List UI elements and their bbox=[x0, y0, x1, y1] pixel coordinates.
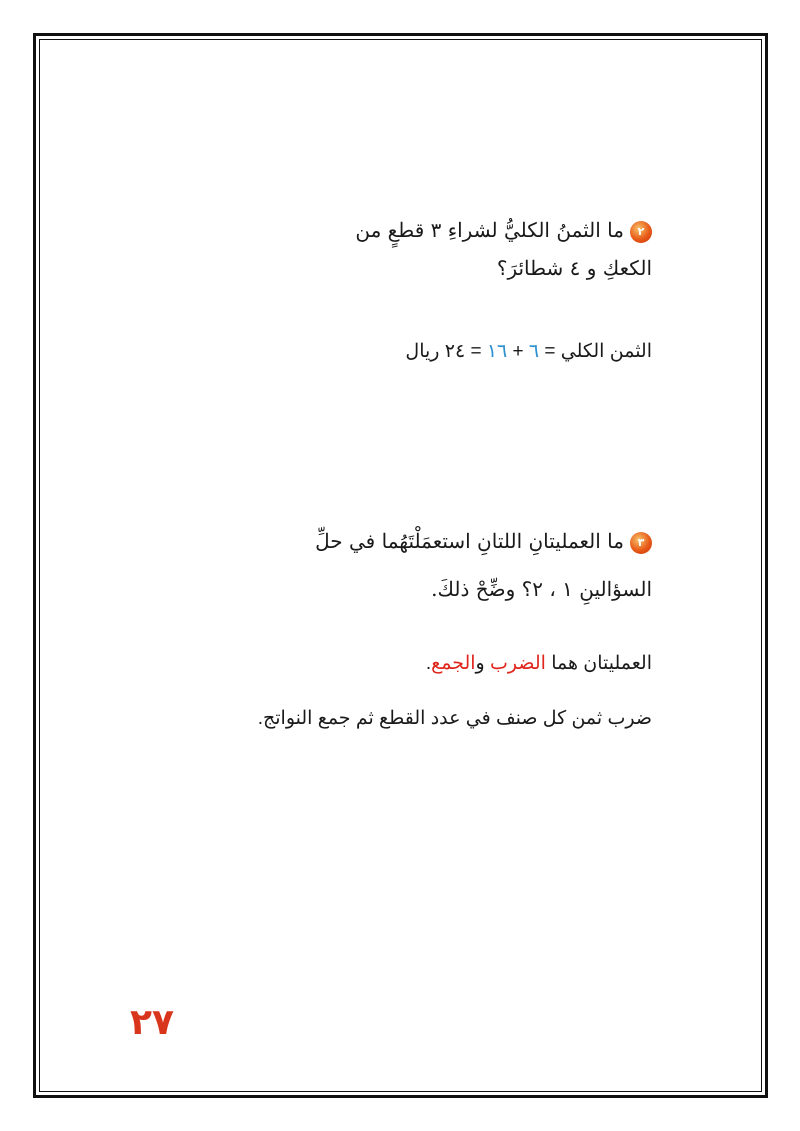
question-3-answer-2 bbox=[258, 707, 652, 730]
page-border-inner bbox=[39, 39, 762, 1092]
answer-3-prefix: العمليتان هما bbox=[545, 653, 652, 674]
question-2-number-badge: ٢ bbox=[630, 221, 652, 243]
question-3-number-badge: ٣ bbox=[630, 532, 652, 554]
answer-2-term-2: ١٦ bbox=[486, 341, 508, 362]
answer-2-plus: + bbox=[507, 341, 529, 362]
answer-2-prefix: الثمن الكلي = bbox=[539, 341, 652, 362]
question-2-answer bbox=[405, 340, 652, 363]
answer-3-operation-2: الجمع bbox=[431, 653, 476, 674]
answer-3-end: . bbox=[425, 653, 432, 674]
question-3-line-2 bbox=[431, 577, 652, 601]
answer-3-joiner: و bbox=[475, 653, 490, 674]
question-3-line-1 bbox=[315, 529, 652, 554]
answer-3-explanation: ضرب ثمن كل صنف في عدد القطع ثم جمع النواتج. bbox=[257, 708, 652, 729]
answer-2-result: = ٢٤ ريال bbox=[405, 341, 487, 362]
question-2-line-1 bbox=[355, 218, 652, 243]
question-2-line-2 bbox=[497, 256, 652, 280]
answer-2-term-1: ٦ bbox=[528, 341, 540, 362]
question-3-answer-1 bbox=[426, 652, 652, 675]
question-3-text-2: السؤالينِ ١ ، ٢؟ وضِّحْ ذلكَ. bbox=[431, 577, 652, 601]
question-2-text-2: الكعكِ و ٤ شطائرَ؟ bbox=[496, 256, 652, 280]
answer-3-operation-1: الضرب bbox=[490, 653, 546, 674]
page-number: ٢٧ bbox=[130, 1002, 174, 1043]
question-3-text-1: ما العمليتانِ اللتانِ استعمَلْتَهُما في حلِّ bbox=[315, 529, 624, 553]
question-2-text-1: ما الثمنُ الكليُّ لشراءِ ٣ قطعٍ من bbox=[355, 218, 624, 242]
